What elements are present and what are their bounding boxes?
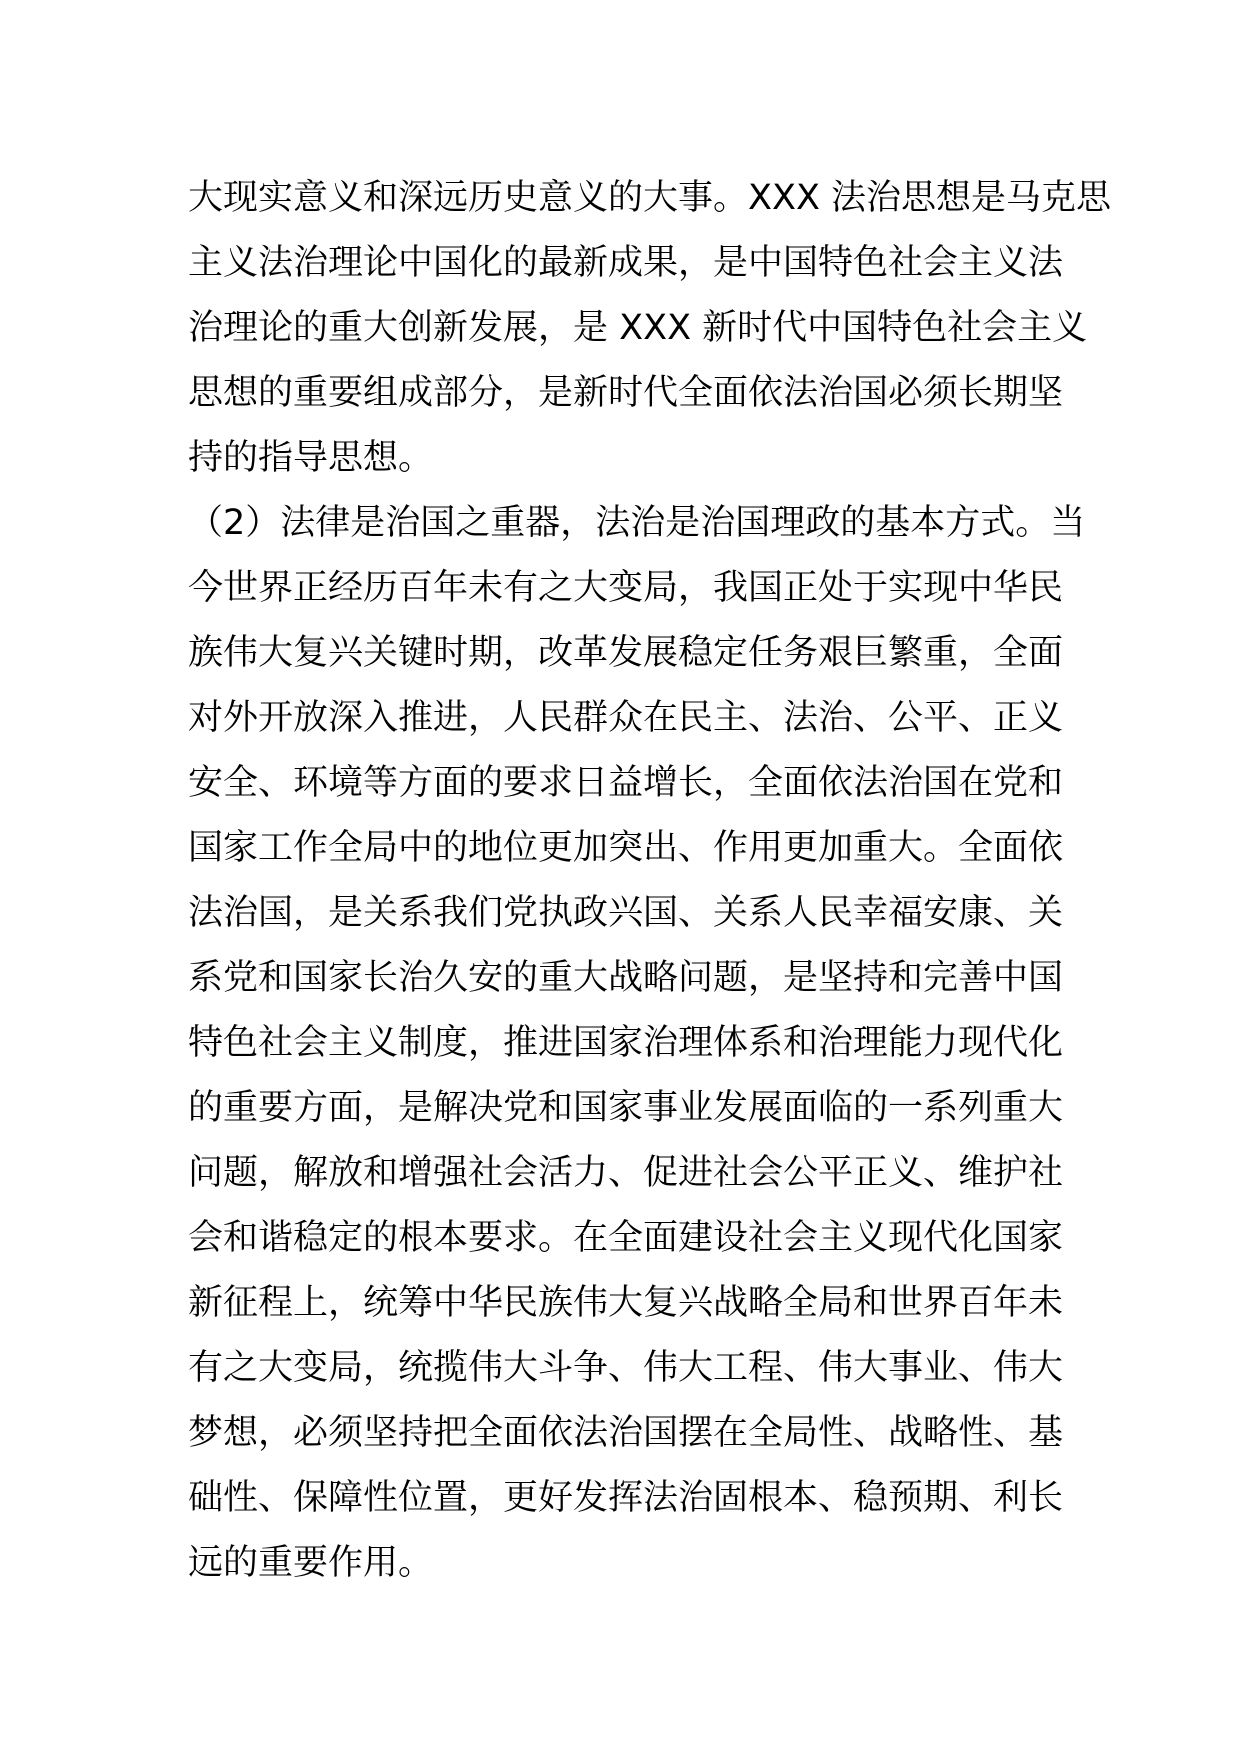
text-line: 会和谐稳定的根本要求。在全面建设社会主义现代化国家: [188, 1218, 1064, 1258]
paragraph-2: [188, 491, 1086, 1596]
paragraph-1: [188, 166, 1112, 491]
text-line: 对外开放深入推进，人民群众在民主、法治、公平、正义: [188, 698, 1064, 738]
text-line: 法治国，是关系我们党执政兴国、关系人民幸福安康、关: [188, 893, 1064, 933]
text-line: 持的指导思想。: [188, 438, 434, 478]
text-line: 族伟大复兴关键时期，改革发展稳定任务艰巨繁重，全面: [188, 633, 1064, 673]
text-line: 础性、保障性位置，更好发挥法治固根本、稳预期、利长: [188, 1478, 1064, 1518]
text-line: 有之大变局，统揽伟大斗争、伟大工程、伟大事业、伟大: [188, 1348, 1064, 1388]
text-line: 国家工作全局中的地位更加突出、作用更加重大。全面依: [188, 828, 1064, 868]
text-line: 思想的重要组成部分，是新时代全面依法治国必须长期坚: [188, 373, 1064, 413]
text-line: 今世界正经历百年未有之大变局，我国正处于实现中华民: [188, 568, 1064, 608]
text-line: 新征程上，统筹中华民族伟大复兴战略全局和世界百年未: [188, 1283, 1064, 1323]
text-line: 安全、环境等方面的要求日益增长，全面依法治国在党和: [188, 763, 1064, 803]
text-line: 的重要方面，是解决党和国家事业发展面临的一系列重大: [188, 1088, 1064, 1128]
text-line: 大现实意义和深远历史意义的大事。XXX 法治思想是马克思: [188, 178, 1112, 218]
text-line: 特色社会主义制度，推进国家治理体系和治理能力现代化: [188, 1023, 1064, 1063]
text-line: （2）法律是治国之重器，法治是治国理政的基本方式。当: [188, 503, 1086, 543]
text-line: 系党和国家长治久安的重大战略问题，是坚持和完善中国: [188, 958, 1064, 998]
text-line: 梦想，必须坚持把全面依法治国摆在全局性、战略性、基: [188, 1413, 1064, 1453]
text-line: 主义法治理论中国化的最新成果，是中国特色社会主义法: [188, 243, 1064, 283]
text-line: 远的重要作用。: [188, 1543, 434, 1583]
text-line: 治理论的重大创新发展，是 XXX 新时代中国特色社会主义: [188, 308, 1088, 348]
text-line: 问题，解放和增强社会活力、促进社会公平正义、维护社: [188, 1153, 1064, 1193]
body-text: [188, 166, 1112, 1596]
